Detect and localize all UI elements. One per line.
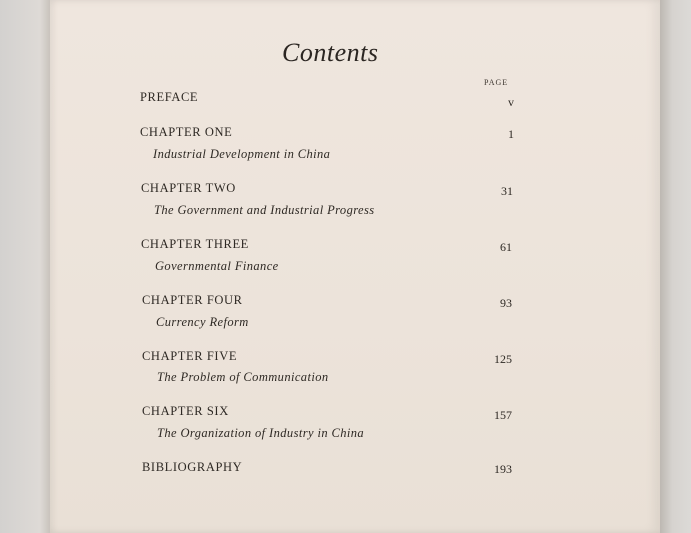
toc-entry-chapter-one-subtitle: Industrial Development in China (153, 147, 331, 161)
toc-entry-chapter-six-subtitle: The Organization of Industry in China (157, 426, 365, 440)
toc-entry-chapter-three-subtitle: Governmental Finance (155, 259, 279, 273)
toc-entry-chapter-one-page: 1 (508, 127, 514, 141)
page-title: Contents (282, 38, 379, 67)
toc-entry-bibliography-page: 193 (494, 462, 512, 476)
toc-entry-chapter-six-page: 157 (494, 408, 512, 422)
book-page (50, 0, 660, 533)
toc-entry-bibliography-heading: BIBLIOGRAPHY (142, 460, 243, 474)
toc-entry-chapter-five-heading: CHAPTER FIVE (142, 349, 238, 363)
toc-entry-chapter-three-heading: CHAPTER THREE (141, 237, 249, 251)
toc-entry-chapter-five-page: 125 (494, 352, 512, 366)
toc-entry-chapter-two-heading: CHAPTER TWO (141, 181, 236, 195)
toc-entry-preface-heading: PREFACE (140, 90, 199, 104)
toc-entry-chapter-four-heading: CHAPTER FOUR (142, 293, 243, 307)
toc-entry-chapter-three-page: 61 (500, 240, 512, 254)
right-background (660, 0, 691, 533)
page-column-label: PAGE (484, 78, 509, 87)
toc-entry-chapter-two-page: 31 (501, 184, 513, 198)
left-background (0, 0, 50, 533)
toc-entry-chapter-four-subtitle: Currency Reform (156, 315, 249, 329)
toc-entry-chapter-two-subtitle: The Government and Industrial Progress (154, 203, 375, 217)
toc-entry-chapter-four-page: 93 (500, 296, 512, 310)
toc-entry-chapter-one-heading: CHAPTER ONE (140, 125, 233, 139)
toc-entry-chapter-five-subtitle: The Problem of Communication (157, 370, 329, 384)
toc-entry-preface-page: v (508, 95, 514, 109)
toc-entry-chapter-six-heading: CHAPTER SIX (142, 404, 229, 418)
